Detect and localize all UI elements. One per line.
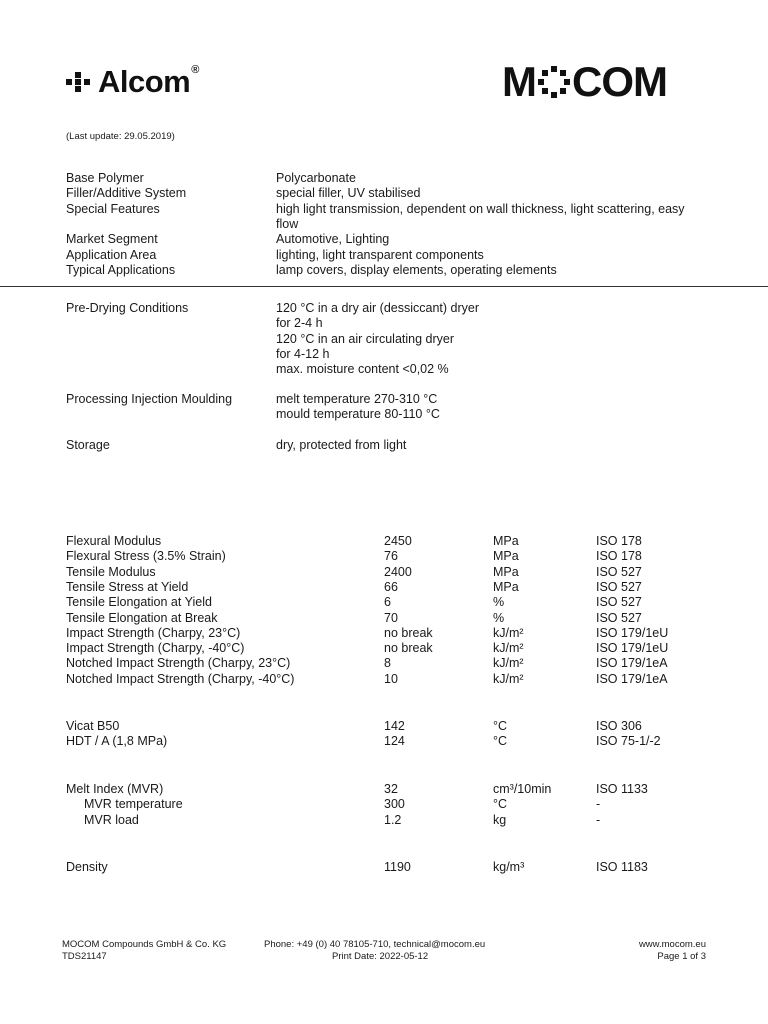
general-value: special filler, UV stabilised	[276, 186, 421, 201]
general-label: Market Segment	[66, 232, 158, 247]
footer-contact: Phone: +49 (0) 40 78105-710, technical@mocom.eu	[264, 939, 486, 950]
property-standard: ISO 178	[596, 549, 642, 564]
general-label: Filler/Additive System	[66, 186, 187, 201]
footer-website: www.mocom.eu	[638, 939, 706, 950]
processing-line: 120 °C in an air circulating dryer	[276, 331, 454, 346]
property-value: 8	[384, 656, 391, 671]
processing-line: mould temperature 80-110 °C	[276, 407, 440, 422]
property-name: Melt Index (MVR)	[66, 782, 164, 796]
property-unit: kJ/m²	[493, 671, 524, 686]
processing-line: for 2-4 h	[276, 316, 323, 331]
footer-print-date: Print Date: 2022-05-12	[332, 951, 429, 962]
processing-line: max. moisture content <0,02 %	[276, 362, 449, 377]
property-value: 300	[384, 797, 405, 812]
property-value: 70	[384, 610, 398, 625]
property-standard: ISO 179/1eA	[596, 656, 668, 671]
processing-line: melt temperature 270-310 °C	[276, 392, 438, 406]
property-name: MVR load	[84, 812, 139, 827]
property-unit: °C	[493, 719, 508, 733]
property-unit: kJ/m²	[493, 625, 524, 640]
property-unit: MPa	[493, 564, 519, 579]
mocom-logo-m: M	[502, 58, 536, 105]
registered-mark: ®	[191, 64, 200, 76]
general-value: Automotive, Lighting	[276, 232, 390, 247]
storage-label: Storage	[66, 438, 110, 452]
general-value: lighting, light transparent components	[276, 247, 484, 262]
last-update: (Last update: 29.05.2019)	[66, 131, 175, 142]
property-value: 32	[384, 782, 398, 796]
property-standard: ISO 527	[596, 564, 642, 579]
property-name: Tensile Stress at Yield	[66, 579, 189, 594]
property-unit: kJ/m²	[493, 641, 524, 656]
property-value: 124	[384, 734, 405, 749]
processing-line: for 4-12 h	[276, 346, 330, 361]
property-unit: %	[493, 595, 505, 610]
processing-line: 120 °C in a dry air (dessiccant) dryer	[276, 301, 479, 315]
property-name: Impact Strength (Charpy, -40°C)	[66, 641, 245, 656]
property-unit: kg	[493, 812, 507, 827]
general-value: lamp covers, display elements, operating elements	[276, 262, 557, 277]
property-name: Flexural Modulus	[66, 534, 162, 548]
general-value: flow	[276, 216, 299, 231]
alcom-mark-icon	[66, 72, 90, 92]
property-standard: ISO 527	[596, 579, 642, 594]
property-standard: ISO 178	[596, 534, 642, 548]
general-label: Typical Applications	[66, 262, 176, 277]
footer-company: MOCOM Compounds GmbH & Co. KG	[62, 939, 227, 950]
property-standard: ISO 527	[596, 595, 642, 610]
property-standard: -	[596, 812, 601, 827]
property-value: 2400	[384, 564, 412, 579]
property-value: 10	[384, 671, 398, 686]
property-value: 6	[384, 595, 391, 610]
property-name: Impact Strength (Charpy, 23°C)	[66, 625, 241, 640]
general-label: Special Features	[66, 201, 160, 216]
property-standard: ISO 1133	[596, 782, 648, 796]
property-unit: °C	[493, 797, 508, 812]
property-name: HDT / A (1,8 MPa)	[66, 734, 168, 749]
general-label: Base Polymer	[66, 171, 144, 185]
property-name: Notched Impact Strength (Charpy, 23°C)	[66, 656, 291, 671]
property-unit: MPa	[493, 579, 519, 594]
mocom-logo	[502, 58, 667, 105]
alcom-logo-text: Alcom	[98, 64, 191, 99]
property-standard: ISO 75-1/-2	[596, 734, 661, 749]
mocom-logo-rest: COM	[572, 58, 667, 105]
property-unit: °C	[493, 734, 508, 749]
property-unit: %	[493, 610, 505, 625]
mocom-o-icon	[538, 66, 570, 98]
property-name: Density	[66, 860, 108, 874]
property-name: MVR temperature	[84, 797, 183, 812]
property-name: Flexural Stress (3.5% Strain)	[66, 549, 226, 564]
property-standard: -	[596, 797, 601, 812]
property-value: 76	[384, 549, 398, 564]
property-name: Tensile Elongation at Break	[66, 610, 218, 625]
property-value: 66	[384, 579, 398, 594]
general-value: Polycarbonate	[276, 171, 356, 185]
property-standard: ISO 527	[596, 610, 642, 625]
property-standard: ISO 1183	[596, 860, 648, 874]
storage-value: dry, protected from light	[276, 438, 407, 452]
property-standard: ISO 179/1eU	[596, 641, 669, 656]
alcom-logo	[66, 64, 199, 100]
property-value: 1190	[384, 860, 411, 874]
property-name: Tensile Modulus	[66, 564, 156, 579]
property-value: 1.2	[384, 812, 402, 827]
predrying-label: Pre-Drying Conditions	[66, 301, 189, 315]
section-divider	[0, 286, 768, 287]
property-standard: ISO 179/1eA	[596, 671, 668, 686]
property-value: 2450	[384, 534, 412, 548]
property-unit: MPa	[493, 549, 519, 564]
property-value: no break	[384, 641, 433, 656]
property-value: 142	[384, 719, 405, 733]
property-unit: cm³/10min	[493, 782, 552, 796]
property-unit: kg/m³	[493, 860, 525, 874]
moulding-label: Processing Injection Moulding	[66, 392, 233, 406]
footer-page: Page 1 of 3	[657, 951, 706, 962]
footer-doc-id: TDS21147	[62, 951, 107, 962]
property-name: Tensile Elongation at Yield	[66, 595, 212, 610]
property-name: Notched Impact Strength (Charpy, -40°C)	[66, 671, 295, 686]
property-unit: kJ/m²	[493, 656, 524, 671]
property-value: no break	[384, 625, 433, 640]
property-standard: ISO 179/1eU	[596, 625, 669, 640]
property-standard: ISO 306	[596, 719, 642, 733]
property-name: Vicat B50	[66, 719, 120, 733]
general-value: high light transmission, dependent on wall thickness, light scattering, easy	[276, 201, 685, 216]
property-unit: MPa	[493, 534, 519, 548]
general-label: Application Area	[66, 247, 157, 262]
